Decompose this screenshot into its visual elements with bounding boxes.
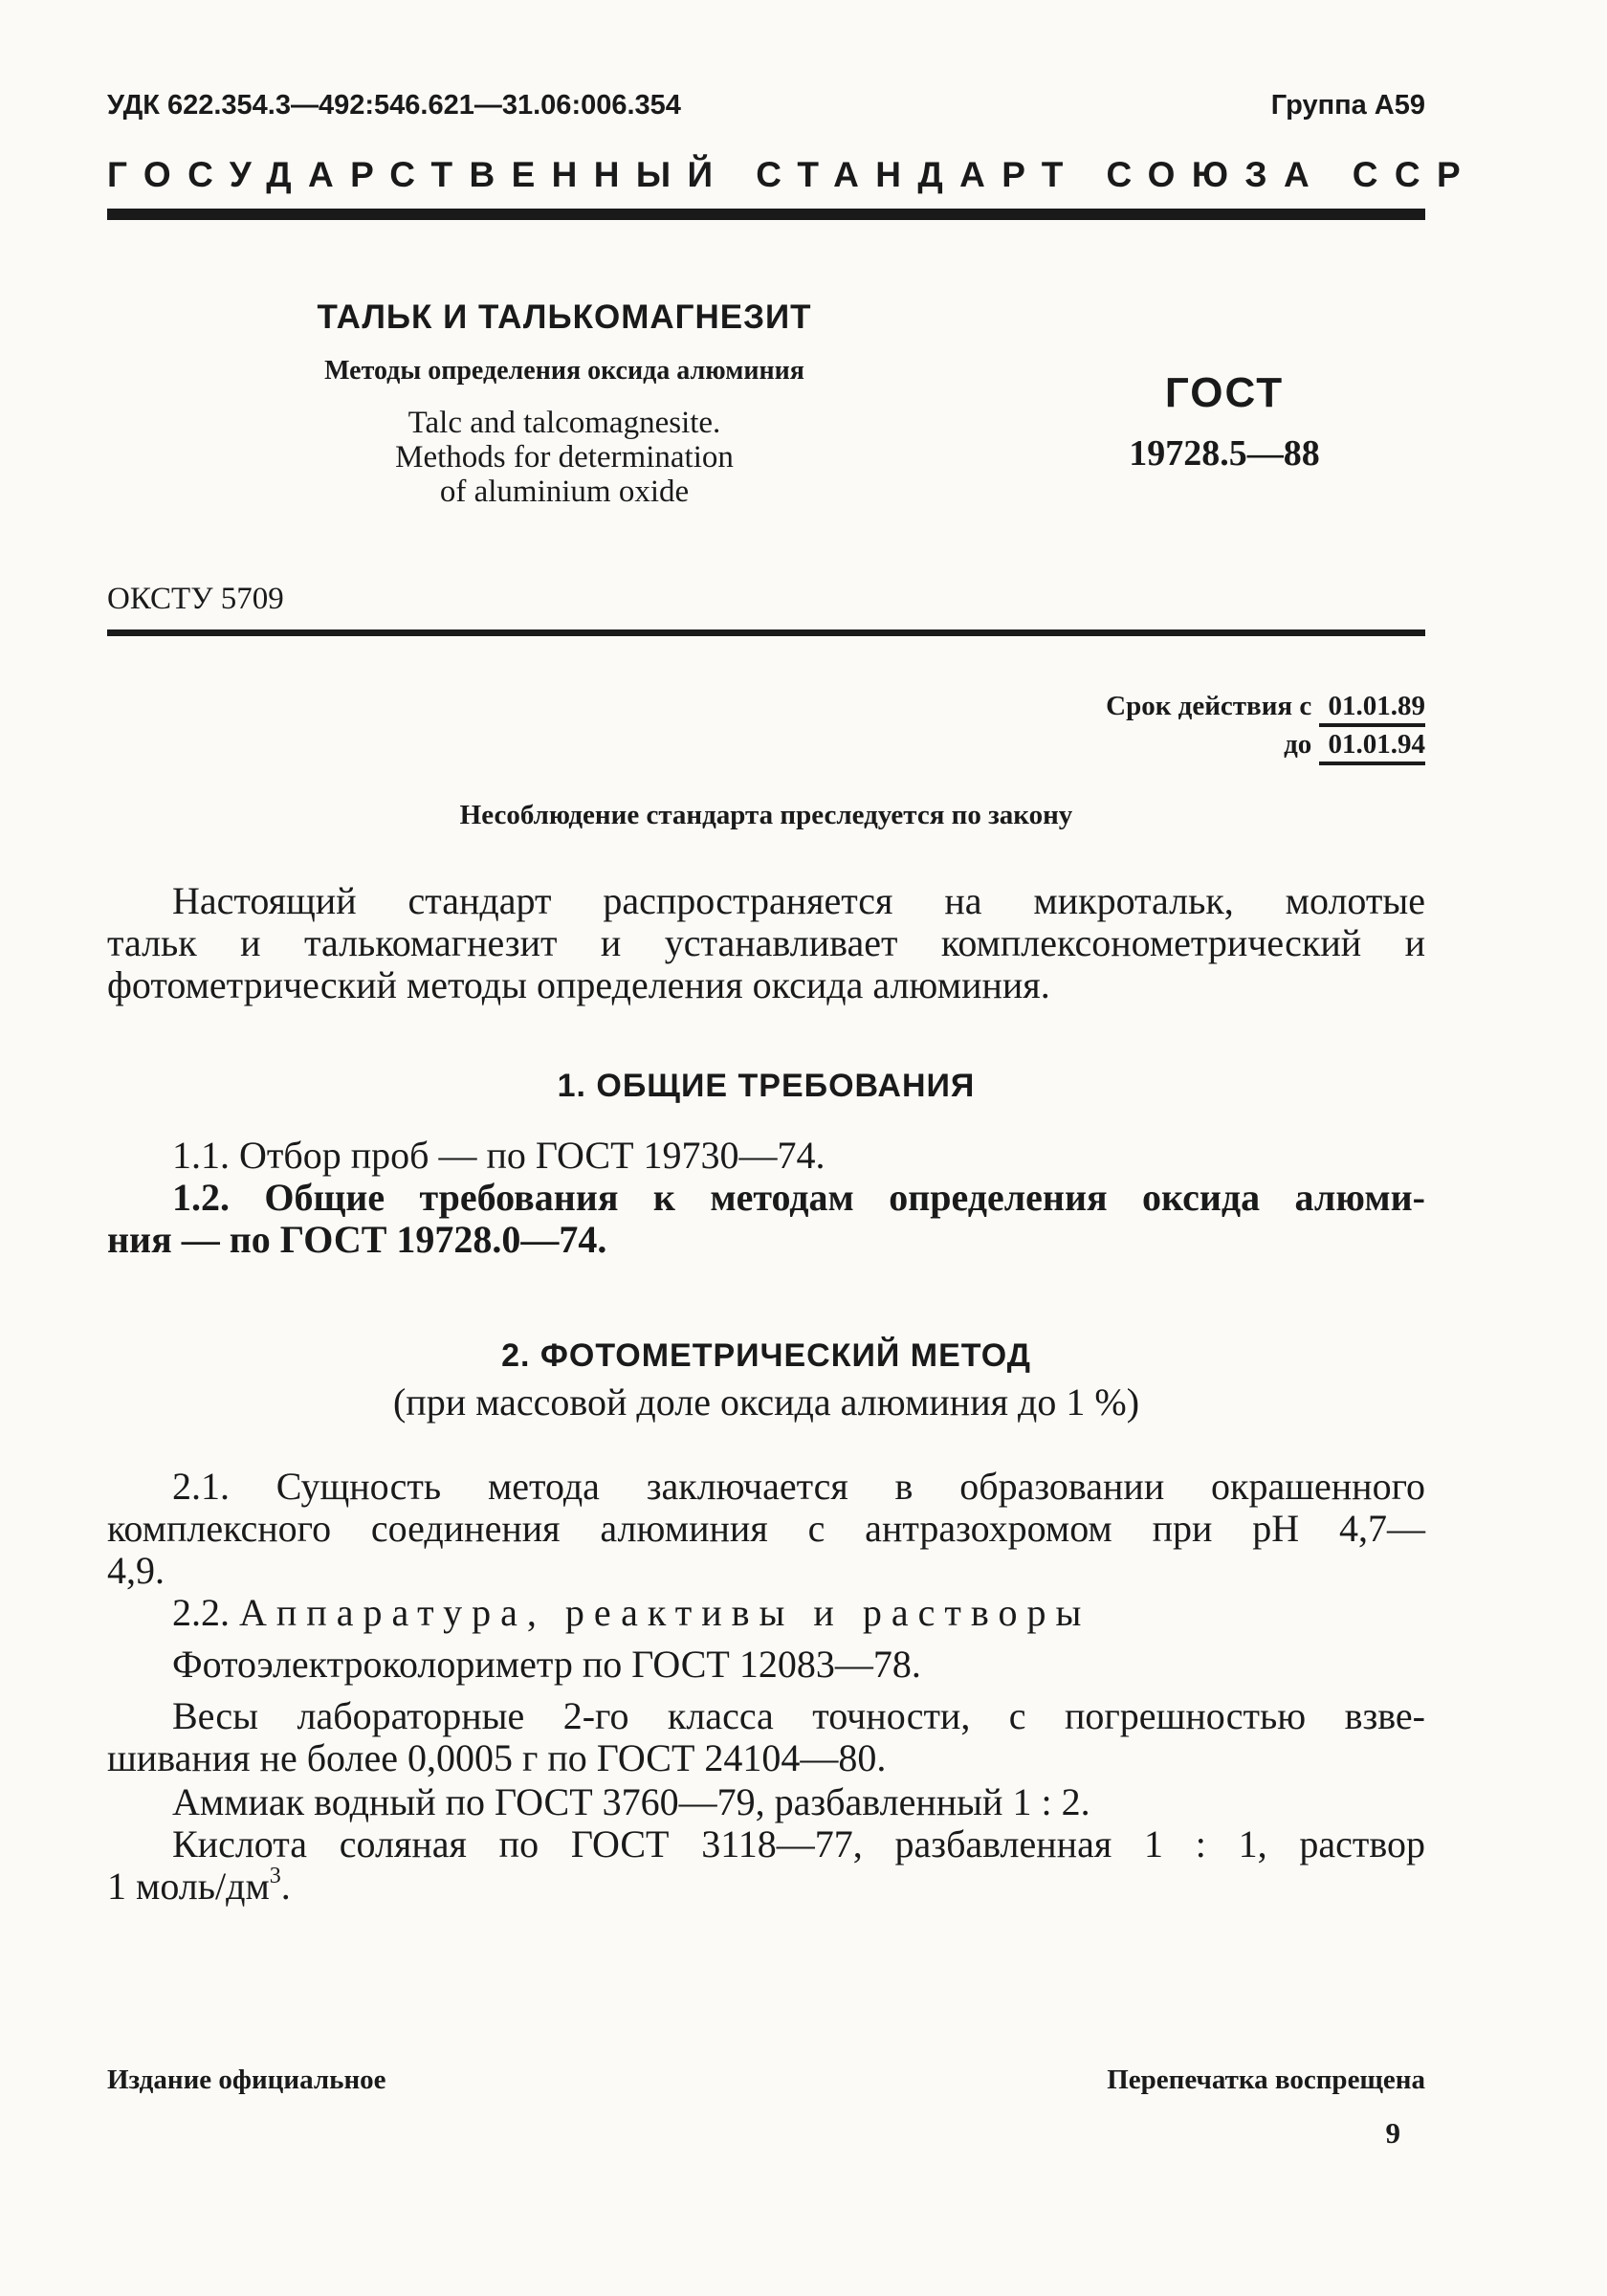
item-scales-line: шивания не более 0,0005 г по ГОСТ 24104—80. [107,1736,887,1779]
title-en-line: Methods for determination [395,440,734,475]
gost-label: ГОСТ [1164,369,1285,416]
item-hcl-line [107,1866,1425,1908]
udk-code: УДК 622.354.3—492:546.621—31.06:006.354 [107,90,681,121]
footer-reprint-prohibited: Перепечатка воспрещена [1107,2064,1425,2095]
header-rule [107,209,1425,220]
item-hydrochloric-acid [107,1823,1425,1908]
clause-2-1 [107,1466,1425,1592]
validity-to-label: до [1284,729,1312,760]
clause-2-2-number: 2.2. [172,1591,230,1634]
item-hcl-end: . [280,1865,291,1908]
clause-2-1-line: 2.1. Сущность метода заключается в образовании окрашенного [172,1465,1425,1508]
validity-block [1106,687,1425,763]
clause-2-2-title: Аппаратура, реактивы и растворы [239,1591,1091,1634]
item-hcl-superscript: 3 [269,1864,281,1889]
clause-2-1-line: комплексного соединения алюминия с антразохромом при pH 4,7— [107,1507,1425,1550]
section-1-heading: 1. ОБЩИЕ ТРЕБОВАНИЯ [557,1068,976,1104]
intro-line: тальк и талькомагнезит и устанавливает комплексонометрический и [107,921,1425,964]
item-photometer: Фотоэлектроколориметр по ГОСТ 12083—78. [172,1643,921,1686]
validity-from-label: Срок действия с [1106,691,1312,721]
subtitle-ru: Методы определения оксида алюминия [324,356,804,386]
section-2-heading: 2. ФОТОМЕТРИЧЕСКИЙ МЕТОД [501,1337,1031,1374]
item-ammonia: Аммиак водный по ГОСТ 3760—79, разбавленный 1 : 2. [172,1780,1090,1823]
okstu-code: ОКСТУ 5709 [107,582,284,616]
state-standard-banner: ГОСУДАРСТВЕННЫЙ СТАНДАРТ СОЮЗА ССР [107,155,1478,194]
title-en-line: Talc and talcomagnesite. [407,406,721,440]
section-rule [107,629,1425,636]
page-number: 9 [1385,2116,1400,2150]
intro-paragraph [107,880,1425,1006]
group-code: Группа А59 [1270,90,1425,121]
item-hcl-line: Кислота соляная по ГОСТ 3118—77, разбавленная 1 : 1, раствор [172,1822,1425,1866]
clause-1-2-line: 1.2. Общие требования к методам определения оксида алюми- [172,1176,1425,1219]
item-scales-line: Весы лабораторные 2-го класса точности, с погрешностью взве- [172,1694,1425,1737]
clause-1-2-line: ния — по ГОСТ 19728.0—74. [107,1218,607,1261]
validity-from-date: 01.01.89 [1319,691,1426,727]
intro-line: Настоящий стандарт распространяется на микротальк, молотые [172,879,1425,922]
validity-to-date: 01.01.94 [1319,729,1426,765]
section-2-subheading: (при массовой доле оксида алюминия до 1 %) [392,1380,1140,1424]
validity-to-row [1106,725,1425,763]
clause-2-1-line: 4,9. [107,1549,165,1592]
title-en-line: of aluminium oxide [439,475,690,509]
validity-from-row [1106,687,1425,725]
footer-official-edition: Издание официальное [107,2064,386,2095]
gost-number: 19728.5—88 [1129,433,1320,474]
legal-notice: Несоблюдение стандарта преследуется по закону [459,800,1073,830]
title-en [230,406,899,509]
item-hcl-unit: 1 моль/дм [107,1865,270,1908]
intro-line: фотометрический методы определения оксида алюминия. [107,963,1050,1006]
clause-2-2 [107,1592,1425,1634]
item-scales [107,1695,1425,1779]
title-ru: ТАЛЬК И ТАЛЬКОМАГНЕЗИТ [317,298,812,336]
clause-1-2 [107,1177,1425,1261]
clause-1-1: 1.1. Отбор проб — по ГОСТ 19730—74. [172,1134,826,1177]
